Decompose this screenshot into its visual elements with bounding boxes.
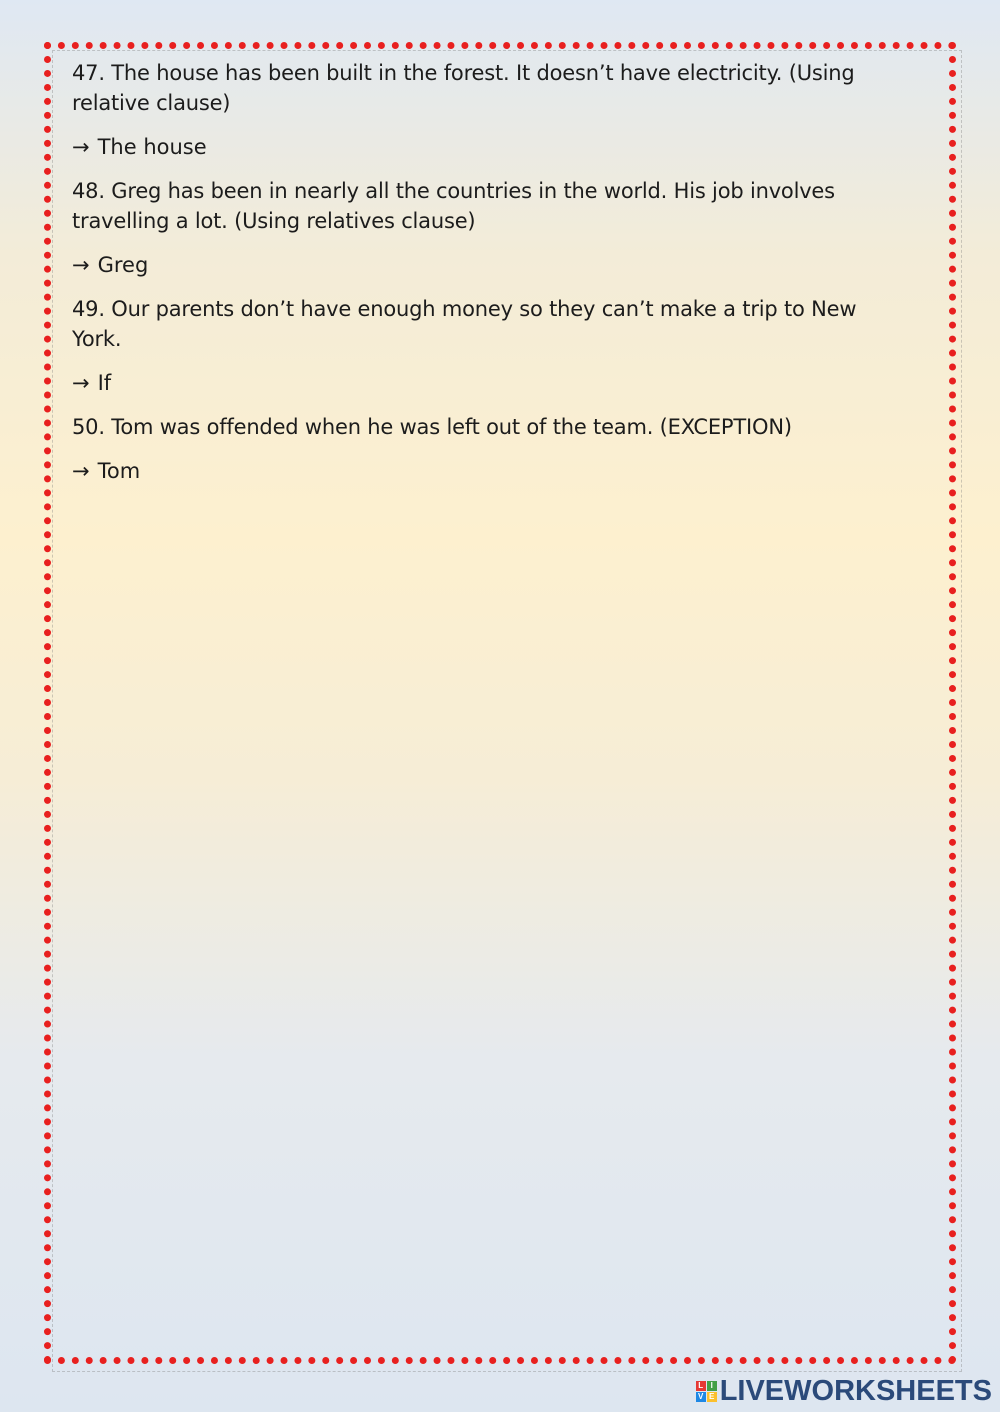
- answer-start-text: If: [97, 371, 112, 395]
- question-49: 49. Our parents don’t have enough money so they can’t make a trip to New York.: [72, 297, 857, 351]
- question-50: 50. Tom was offended when he was left out of the team. (EXCEPTION): [72, 415, 792, 439]
- liveworksheets-logo[interactable]: [696, 1375, 992, 1408]
- arrow-icon: →: [72, 135, 90, 159]
- logo-text: LIVEWORKSHEETS: [719, 1375, 992, 1407]
- question-47: 47. The house has been built in the forest. It doesn’t have electricity. (Using relative clause): [72, 61, 855, 115]
- answer-line-50[interactable]: [72, 456, 892, 486]
- answer-start-text: The house: [97, 135, 207, 159]
- answer-start-text: Greg: [97, 253, 149, 277]
- worksheet-content: [72, 58, 892, 500]
- answer-start-text: Tom: [97, 459, 141, 483]
- answer-line-47[interactable]: [72, 132, 892, 162]
- answer-line-48[interactable]: [72, 250, 892, 280]
- arrow-icon: →: [72, 371, 90, 395]
- arrow-icon: →: [72, 253, 90, 277]
- question-48: 48. Greg has been in nearly all the countries in the world. His job involves travelling a lot. (Using relatives clause): [72, 179, 835, 233]
- arrow-icon: →: [72, 459, 90, 483]
- answer-line-49[interactable]: [72, 368, 892, 398]
- live-badge-icon: L I V E: [696, 1381, 717, 1402]
